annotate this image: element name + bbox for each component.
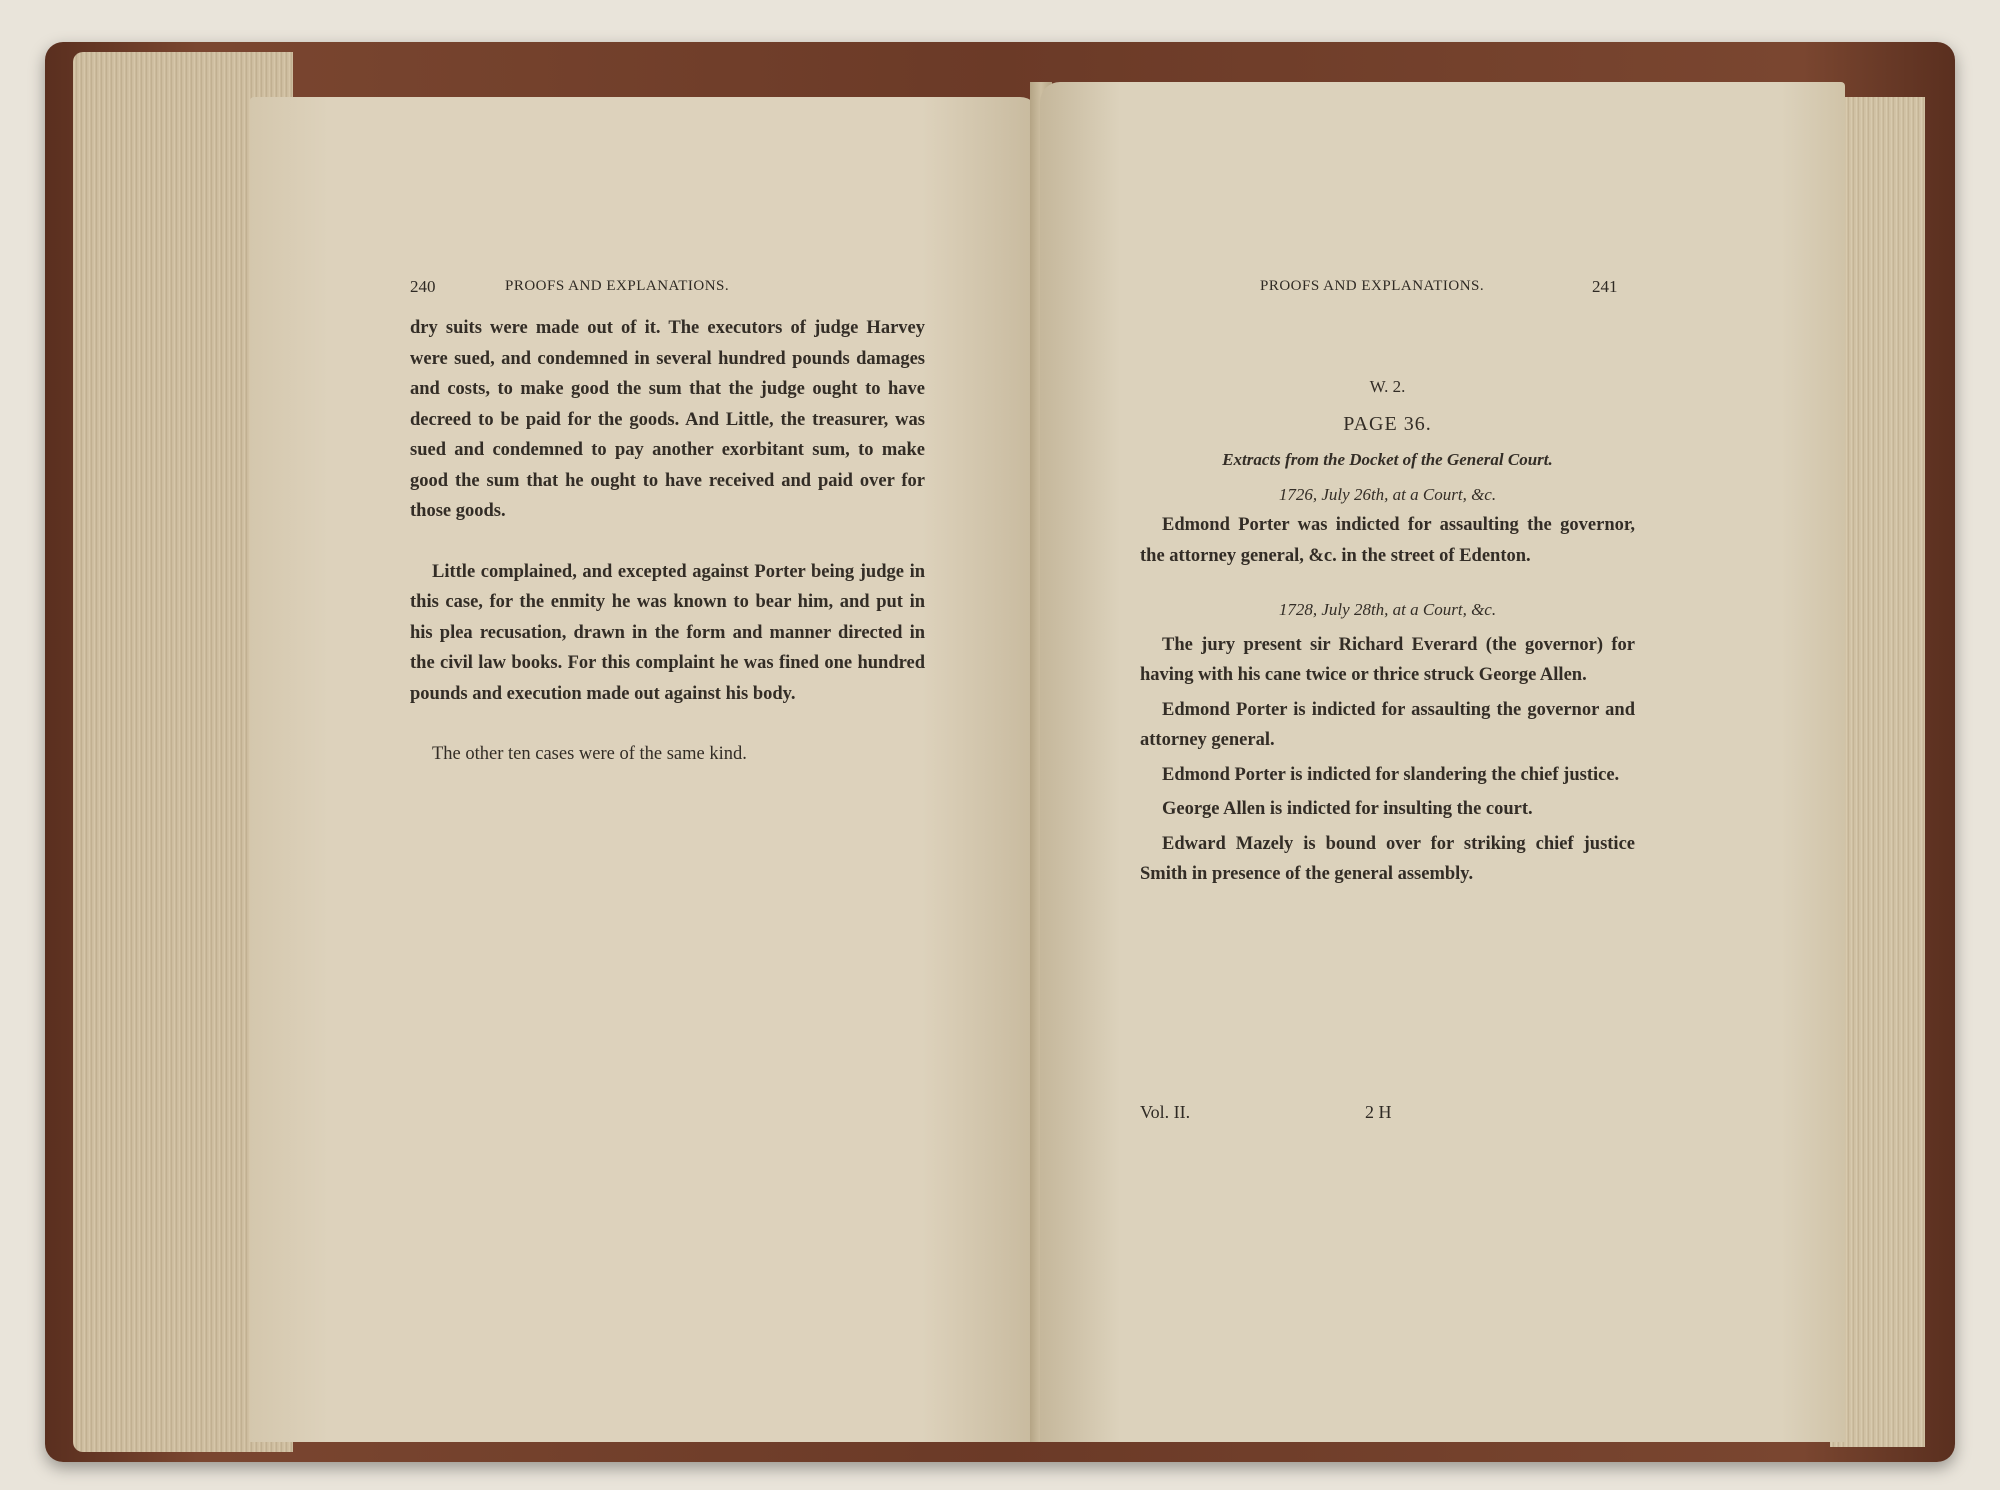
left-running-head: PROOFS AND EXPLANATIONS. [505, 278, 730, 294]
entry-1728-5: Edward Mazely is bound over for striking chief justice Smith in presence of the general assembly. [1140, 833, 1635, 884]
entry-1726: Edmond Porter was indicted for assaulting the governor, the attorney general, &c. in the street of Edenton. [1140, 515, 1635, 566]
left-paragraph-2: Little complained, and excepted against Porter being judge in this case, for the enmity he was known to bear him, and put in his plea recusation, drawn in the form and manner directed in the civil law books. For this complaint he was fined one hundred pounds and execution made out against his body. [410, 561, 925, 704]
left-paragraph-1: dry suits were made out of it. The executors of judge Harvey were sued, and condemned in several hundred pounds damages and costs, to make good the sum that the judge ought to have decreed to be paid for the goods. And Little, the treasurer, was sued and condemned to pay another exorbitant sum, to make good the sum that he ought to have received and paid over for those goods. [410, 318, 925, 521]
page-heading: PAGE 36. [1343, 412, 1432, 435]
date-1726: 1726, July 26th, at a Court, &c. [1278, 484, 1497, 504]
footer-volume: Vol. II. [1140, 1102, 1191, 1122]
footer-signature: 2 H [1365, 1102, 1392, 1122]
left-page-body [410, 313, 925, 770]
entry-1728-3: Edmond Porter is indicted for slandering the chief justice. [1162, 764, 1620, 785]
left-page [250, 97, 1040, 1442]
date-1728: 1728, July 28th, at a Court, &c. [1278, 600, 1497, 619]
entry-1728-4: George Allen is indicted for insulting the court. [1162, 799, 1533, 819]
entry-1728-2: Edmond Porter is indicted for assaulting the governor and attorney general. [1140, 699, 1635, 750]
left-page-number: 240 [410, 277, 436, 296]
section-label: W. 2. [1369, 377, 1406, 396]
left-paragraph-3: The other ten cases were of the same kind. [432, 744, 747, 764]
entry-1728-1: The jury present sir Richard Everard (the governor) for having with his cane twice or thrice struck George Allen. [1140, 634, 1635, 685]
right-page-body [1140, 372, 1635, 890]
docket-subheading: Extracts from the Docket of the General Court. [1222, 450, 1553, 469]
right-running-head: PROOFS AND EXPLANATIONS. [1260, 278, 1485, 294]
open-book [45, 22, 1955, 1462]
right-page-number: 241 [1592, 277, 1618, 296]
right-page [1040, 82, 1845, 1442]
